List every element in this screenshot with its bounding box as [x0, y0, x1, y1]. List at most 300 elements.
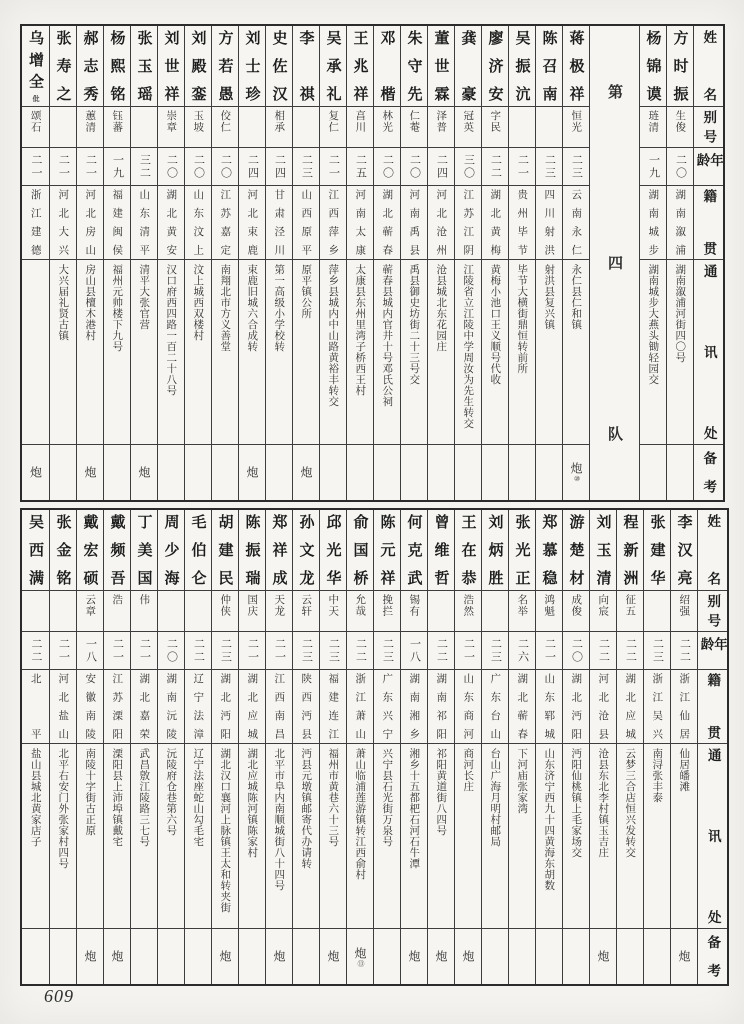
origin-cell: 贵州毕节: [509, 186, 535, 260]
roster-column: [670, 510, 697, 984]
name-cell: 曾维哲: [428, 510, 454, 591]
roster-column: [508, 510, 535, 984]
address-cell: 大兴届礼贤古镇: [50, 260, 76, 445]
name-cell: 吴承礼: [320, 26, 346, 107]
header-age: 年龄: [694, 148, 723, 186]
roster-column: [265, 26, 292, 500]
age-cell: 二〇: [185, 148, 211, 186]
alias-cell: 允哉: [347, 591, 373, 632]
name-cell: 龚豪: [455, 26, 481, 107]
name-cell: 邱光华: [320, 510, 346, 591]
address-cell: 蕲春县城内官井十号邓氏公祠: [374, 260, 400, 445]
origin-cell: 辽宁法漳: [185, 670, 211, 744]
roster-column: [427, 26, 454, 500]
origin-cell: 江西萍乡: [320, 186, 346, 260]
address-cell: 江陵省立江陵中学周汝为先生转交: [455, 260, 481, 445]
roster-column: [639, 26, 666, 500]
remarks-cell: [347, 445, 373, 500]
alias-cell: 冠英: [455, 107, 481, 148]
age-cell: 二一: [50, 148, 76, 186]
name-cell: 李汉亮: [671, 510, 697, 591]
address-cell: 祁阳黄道街八四号: [428, 744, 454, 929]
remarks-cell: [509, 929, 535, 984]
age-cell: 二三: [374, 632, 400, 670]
origin-cell: 江苏江阴: [455, 186, 481, 260]
origin-cell: 湖北沔阳: [563, 670, 589, 744]
origin-cell: 江苏嘉定: [212, 186, 238, 260]
name-cell: 刘玉清: [590, 510, 616, 591]
address-cell: 台山广海月明村邮局: [482, 744, 508, 929]
header-origin: 籍贯: [694, 186, 723, 260]
origin-cell: 浙江萧山: [347, 670, 373, 744]
alias-cell: [536, 107, 562, 148]
roster-column: [454, 26, 481, 500]
age-cell: 二二: [671, 632, 697, 670]
alias-cell: 蕙清: [77, 107, 103, 148]
age-cell: 二三: [320, 632, 346, 670]
name-cell: 毛伯仑: [185, 510, 211, 591]
remarks-cell: [482, 929, 508, 984]
age-cell: 一八: [77, 632, 103, 670]
roster-column: [22, 510, 49, 984]
remarks-cell: 炮: [677, 950, 691, 963]
name-cell: 蒋极祥: [563, 26, 589, 107]
age-cell: 二一: [320, 148, 346, 186]
alias-cell: [158, 591, 184, 632]
remarks-cell: [50, 445, 76, 500]
roster-column: [319, 26, 346, 500]
roster-column: [130, 26, 157, 500]
address-cell: 湖北汉口襄河上脉镇王太和转夹街: [212, 744, 238, 929]
roster-column: [184, 510, 211, 984]
roster-column: [130, 510, 157, 984]
alias-cell: [293, 107, 319, 148]
alias-cell: 佼仁: [212, 107, 238, 148]
remarks-cell: [536, 929, 562, 984]
age-cell: 二三: [293, 148, 319, 186]
age-cell: 二三: [644, 632, 670, 670]
name-cell: 王在恭: [455, 510, 481, 591]
origin-cell: 甘肃泾川: [266, 186, 292, 260]
name-cell: 方时振: [667, 26, 693, 107]
remarks-cell: [644, 929, 670, 984]
name-cell: 胡建民: [212, 510, 238, 591]
remarks-cell: [239, 929, 265, 984]
remarks-cell: 炮: [218, 950, 232, 963]
alias-cell: 绍强: [671, 591, 697, 632]
age-cell: 二二: [428, 632, 454, 670]
address-cell: 黄梅小池口王义顺号代收: [482, 260, 508, 445]
address-cell: 盐山县城北黄家店子: [22, 744, 49, 929]
address-cell: 沧县城北东花园庄: [428, 260, 454, 445]
roster-column: [562, 26, 589, 500]
origin-cell: 广东兴宁: [374, 670, 400, 744]
name-cell: 刘殿銮: [185, 26, 211, 107]
age-cell: 二二: [590, 632, 616, 670]
roster-column: [666, 26, 693, 500]
roster-column: [157, 26, 184, 500]
alias-cell: 玉坡: [185, 107, 211, 148]
name-cell: 程新洲: [617, 510, 643, 591]
alias-cell: 向宸: [590, 591, 616, 632]
header-name: 姓名: [694, 26, 723, 107]
alias-cell: 成俊: [563, 591, 589, 632]
remarks-cell: 炮⑩: [569, 462, 583, 483]
alias-cell: 生俊: [667, 107, 693, 148]
roster-column: [103, 26, 130, 500]
origin-cell: 湖南城步: [640, 186, 666, 260]
remarks-cell: 炮: [83, 950, 97, 963]
address-cell: 射洪县复兴镇: [536, 260, 562, 445]
roster-column: [76, 26, 103, 500]
name-cell: 戴频吾: [104, 510, 130, 591]
roster-column: [265, 510, 292, 984]
footnote-mark: 仳: [32, 95, 39, 102]
roster-column: [535, 510, 562, 984]
name-cell: 刘世祥: [158, 26, 184, 107]
address-cell: 毕节大横街鼎恒转前所: [509, 260, 535, 445]
roster-column: [103, 510, 130, 984]
origin-cell: 河北沧县: [590, 670, 616, 744]
age-cell: 二一: [104, 632, 130, 670]
origin-cell: 山东商河: [455, 670, 481, 744]
origin-cell: 广东台山: [482, 670, 508, 744]
address-cell: 兴宁县石光街万泉号: [374, 744, 400, 929]
remarks-cell: 炮: [28, 466, 43, 479]
remarks-cell: [104, 445, 130, 500]
roster-column: [346, 510, 373, 984]
address-cell: 萧山临浦莲游镇转江西俞村: [347, 744, 373, 929]
name-cell: 何克武: [401, 510, 427, 591]
address-cell: 南陵十字街古正原: [77, 744, 103, 929]
remarks-cell: [293, 929, 319, 984]
header-origin: 籍贯: [698, 670, 727, 744]
name-cell: 张建华: [644, 510, 670, 591]
header-name: 姓名: [698, 510, 727, 591]
remarks-cell: [667, 445, 693, 500]
remarks-cell: 炮: [83, 466, 97, 479]
address-cell: 第一高级小学校转: [266, 260, 292, 445]
age-cell: 一八: [401, 632, 427, 670]
alias-cell: [50, 107, 76, 148]
remarks-cell: 炮: [272, 950, 286, 963]
alias-cell: 仁菴: [401, 107, 427, 148]
name-cell: 乌增全仳: [22, 26, 49, 107]
origin-cell: 浙江建德: [22, 186, 49, 260]
remarks-cell: [185, 929, 211, 984]
header-remarks: 备考: [705, 935, 721, 978]
origin-cell: 湖北蕲春: [374, 186, 400, 260]
age-cell: 二一: [22, 148, 49, 186]
name-cell: 杨锦谟: [640, 26, 666, 107]
remarks-cell: [266, 445, 292, 500]
header-address: 通讯处: [698, 744, 727, 929]
alias-cell: 泽普: [428, 107, 454, 148]
roster-column: [211, 510, 238, 984]
alias-cell: 仲侠: [212, 591, 238, 632]
remarks-cell: 炮⑬: [353, 946, 367, 967]
address-cell: 商河长庄: [455, 744, 481, 929]
alias-cell: [185, 591, 211, 632]
alias-cell: 国庆: [239, 591, 265, 632]
name-cell: 郑慕稳: [536, 510, 562, 591]
alias-cell: 云轩: [293, 591, 319, 632]
roster-table-top: [20, 24, 725, 502]
remarks-cell: 炮: [596, 950, 610, 963]
alias-cell: 颂石: [22, 107, 49, 148]
age-cell: 二一: [239, 632, 265, 670]
alias-cell: 相承: [266, 107, 292, 148]
alias-cell: [239, 107, 265, 148]
squad-label-column: [589, 26, 639, 500]
age-cell: 三二: [131, 148, 157, 186]
name-cell: 孙文龙: [293, 510, 319, 591]
origin-cell: 湖北应城: [617, 670, 643, 744]
alias-cell: 复仁: [320, 107, 346, 148]
header-alias: 别号: [698, 591, 727, 632]
name-cell: 张寿之: [50, 26, 76, 107]
age-cell: 二一: [77, 148, 103, 186]
age-cell: 二〇: [158, 632, 184, 670]
alias-cell: 鸿魁: [536, 591, 562, 632]
age-cell: 二〇: [158, 148, 184, 186]
name-cell: 廖济安: [482, 26, 508, 107]
roster-column: [157, 510, 184, 984]
remarks-cell: [374, 445, 400, 500]
roster-column: [184, 26, 211, 500]
age-cell: 二一: [509, 148, 535, 186]
remarks-cell: [50, 929, 76, 984]
name-cell: 吴西满: [22, 510, 49, 591]
name-cell: 俞国桥: [347, 510, 373, 591]
remarks-cell: 炮: [434, 950, 448, 963]
remarks-cell: [212, 445, 238, 500]
name-cell: 陈振瑞: [239, 510, 265, 591]
remarks-cell: 炮: [326, 950, 340, 963]
age-cell: 二〇: [563, 632, 589, 670]
footnote-mark: ⑬: [357, 959, 364, 967]
alias-cell: 浩: [104, 591, 130, 632]
age-cell: 二二: [22, 632, 49, 670]
address-cell: 北平市阜内南顺城街八十四号: [266, 744, 292, 929]
name-cell: 陈元祥: [374, 510, 400, 591]
alias-cell: 伟: [131, 591, 157, 632]
remarks-cell: 炮: [245, 466, 259, 479]
address-cell: 湖南城步大燕头锄轻园交: [640, 260, 666, 445]
roster-table-bottom: [20, 508, 729, 986]
origin-cell: 湖北蕲春: [509, 670, 535, 744]
remarks-cell: 炮: [461, 950, 475, 963]
name-cell: 陈召南: [536, 26, 562, 107]
name-cell: 张玉瑶: [131, 26, 157, 107]
alias-cell: 中天: [320, 591, 346, 632]
remarks-cell: [640, 445, 666, 500]
name-cell: 董世霖: [428, 26, 454, 107]
alias-cell: 浩然: [455, 591, 481, 632]
origin-cell: 福建闽侯: [104, 186, 130, 260]
footnote-mark: ⑩: [573, 475, 580, 483]
address-cell: 南浔张丰泰: [644, 744, 670, 929]
name-cell: 张光正: [509, 510, 535, 591]
name-cell: 刘炳胜: [482, 510, 508, 591]
address-cell: 沅陵府仓巷第六号: [158, 744, 184, 929]
alias-cell: 崇章: [158, 107, 184, 148]
name-cell: 丁美国: [131, 510, 157, 591]
address-cell: 福州市黄巷六十三号: [320, 744, 346, 929]
origin-cell: 山东汶上: [185, 186, 211, 260]
alias-cell: [428, 591, 454, 632]
age-cell: 二〇: [401, 148, 427, 186]
remarks-cell: 炮: [407, 950, 421, 963]
alias-cell: 钰蕃: [104, 107, 130, 148]
roster-column: [238, 26, 265, 500]
roster-column: [454, 510, 481, 984]
address-cell: 南翔北市方义善堂: [212, 260, 238, 445]
alias-cell: 恒光: [563, 107, 589, 148]
origin-cell: 湖南沅陵: [158, 670, 184, 744]
roster-column: [562, 510, 589, 984]
origin-cell: 河北盐山: [50, 670, 76, 744]
address-cell: 湘乡十五都杷石河石牛潭: [401, 744, 427, 929]
name-cell: 方若愚: [212, 26, 238, 107]
origin-cell: 山西原平: [293, 186, 319, 260]
age-cell: 二一: [536, 632, 562, 670]
remarks-cell: 炮: [137, 466, 151, 479]
address-cell: 仙居皤滩: [671, 744, 697, 929]
origin-cell: 四川射洪: [536, 186, 562, 260]
header-alias: 别号: [694, 107, 723, 148]
age-cell: 三〇: [455, 148, 481, 186]
roster-column: [211, 26, 238, 500]
address-cell: 辽宁法座蛇山勾毛宅: [185, 744, 211, 929]
address-cell: 束鹿旧城六合成转: [239, 260, 265, 445]
origin-cell: 湖北黄安: [158, 186, 184, 260]
address-cell: 云梦三合店恒兴发转交: [617, 744, 643, 929]
roster-column: [481, 510, 508, 984]
origin-cell: 陕西沔县: [293, 670, 319, 744]
address-cell: [22, 260, 49, 445]
alias-cell: 天龙: [266, 591, 292, 632]
page-number: 609: [44, 986, 74, 1006]
roster-column: [76, 510, 103, 984]
alias-cell: [131, 107, 157, 148]
remarks-cell: 炮: [299, 466, 313, 479]
roster-column: [535, 26, 562, 500]
address-cell: 汉口府西四路一百二十八号: [158, 260, 184, 445]
address-cell: 山东济宁西九十四黄海东胡数: [536, 744, 562, 929]
alias-cell: [50, 591, 76, 632]
alias-cell: 亯川: [347, 107, 373, 148]
age-cell: 二一: [50, 632, 76, 670]
name-cell: 张金铭: [50, 510, 76, 591]
roster-column: [643, 510, 670, 984]
roster-column: [373, 510, 400, 984]
roster-column: [49, 26, 76, 500]
age-cell: 二〇: [667, 148, 693, 186]
age-cell: 二四: [266, 148, 292, 186]
origin-cell: 浙江吴兴: [644, 670, 670, 744]
remarks-cell: [158, 929, 184, 984]
name-cell: 邓楷: [374, 26, 400, 107]
roster-column: [400, 510, 427, 984]
age-cell: 一九: [104, 148, 130, 186]
roster-column: [616, 510, 643, 984]
origin-cell: 河南太康: [347, 186, 373, 260]
origin-cell: 河北束鹿: [239, 186, 265, 260]
age-cell: 二一: [131, 632, 157, 670]
origin-cell: 河北房山: [77, 186, 103, 260]
address-cell: 沔阳仙桃镇上毛家场交: [563, 744, 589, 929]
age-cell: 二三: [212, 632, 238, 670]
address-cell: 太康县东州里湾子桥西王村: [347, 260, 373, 445]
roster-column: [508, 26, 535, 500]
name-cell: 戴宏硕: [77, 510, 103, 591]
roster-column: [481, 26, 508, 500]
alias-cell: [509, 107, 535, 148]
remarks-cell: [428, 445, 454, 500]
name-cell: 周少海: [158, 510, 184, 591]
alias-cell: [482, 591, 508, 632]
address-cell: 溧阳县上沛埠镇戴宅: [104, 744, 130, 929]
name-cell: 李祺: [293, 26, 319, 107]
age-cell: 二二: [482, 148, 508, 186]
origin-cell: 湖南溆浦: [667, 186, 693, 260]
origin-cell: 福建连江: [320, 670, 346, 744]
address-cell: 湖北应城陈河镇陈家村: [239, 744, 265, 929]
roster-column: [589, 510, 616, 984]
alias-cell: 琏清: [640, 107, 666, 148]
age-cell: 二三: [482, 632, 508, 670]
alias-cell: [644, 591, 670, 632]
roster-column: [238, 510, 265, 984]
remarks-cell: [185, 445, 211, 500]
origin-cell: 湖北沔阳: [212, 670, 238, 744]
remarks-cell: [374, 929, 400, 984]
alias-cell: [22, 591, 49, 632]
origin-cell: 浙江仙居: [671, 670, 697, 744]
address-cell: 福州元帅楼下九号: [104, 260, 130, 445]
alias-cell: 林光: [374, 107, 400, 148]
address-cell: 汶上城西双楼村: [185, 260, 211, 445]
origin-cell: 河南禹县: [401, 186, 427, 260]
origin-cell: 湖南祁阳: [428, 670, 454, 744]
alias-cell: 云章: [77, 591, 103, 632]
remarks-cell: [563, 929, 589, 984]
roster-column: [427, 510, 454, 984]
address-cell: 沧县东北李村镇玉吉庄: [590, 744, 616, 929]
remarks-cell: [401, 445, 427, 500]
remarks-cell: [22, 929, 49, 984]
alias-cell: 征五: [617, 591, 643, 632]
roster-column: [49, 510, 76, 984]
address-cell: 萍乡县城内中山路黄裕丰转交: [320, 260, 346, 445]
address-cell: 清平大张官营: [131, 260, 157, 445]
age-cell: 二一: [455, 632, 481, 670]
remarks-cell: [455, 445, 481, 500]
age-cell: 二三: [536, 148, 562, 186]
age-cell: 二二: [347, 632, 373, 670]
age-cell: 二一: [266, 632, 292, 670]
roster-column: [373, 26, 400, 500]
remarks-cell: [617, 929, 643, 984]
roster-column: [22, 26, 49, 500]
alias-cell: 锡有: [401, 591, 427, 632]
name-cell: 杨熙铭: [104, 26, 130, 107]
age-cell: 二四: [428, 148, 454, 186]
squad-label: 第四队: [606, 84, 623, 442]
origin-cell: 湖北黄梅: [482, 186, 508, 260]
origin-cell: 安徽南陵: [77, 670, 103, 744]
